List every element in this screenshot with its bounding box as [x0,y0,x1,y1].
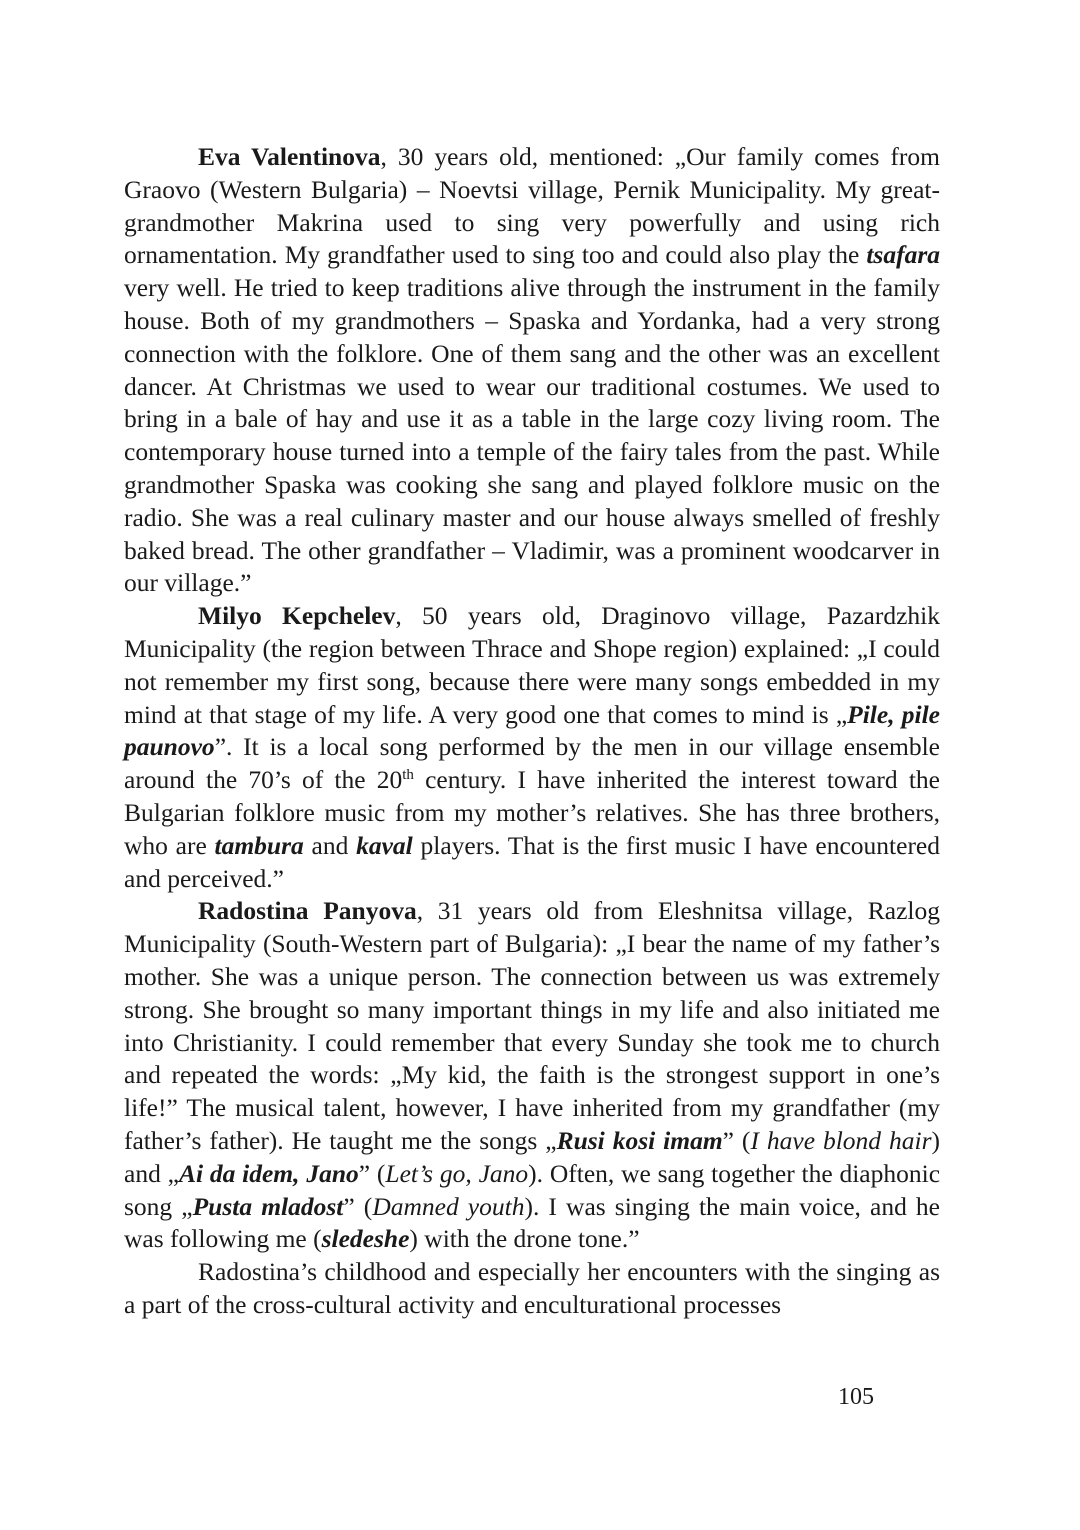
translation: I have blond hair [750,1125,932,1155]
text-run: ” ( [358,1158,386,1188]
translation: Damned youth [372,1191,525,1221]
text-run: ) and „ [124,1125,940,1188]
text-run: players. That is the first music I have encountered and perceived.” [124,830,941,893]
page-number: 105 [838,1384,874,1410]
para-eva-valentinova [124,141,940,600]
translation: Let’s go, Jano [385,1158,529,1188]
superscript: th [402,767,414,784]
speaker-name: Eva Valentinova [198,142,381,171]
text-run: century. I have inherited the interest toward the Bulgarian folklore music from my mother’s relatives. She has three brothers, who are [124,765,940,860]
emphasized-term: Rusi kosi imam [556,1125,723,1155]
page-body [124,141,940,1322]
text-run: , 30 years old, mentioned: „Our family comes from Graovo (Western Bulgaria) – Noevtsi village, Pernik Municipality. My great-grandmother Makrina used to sing very powerfully and using rich ornamentation. My grandfather used to sing too and could also play the [124,142,940,270]
text-run: ”. It is a local song performed by the men in our village ensemble around the 70’s of the 20 [124,732,940,795]
text-run: very well. He tried to keep traditions alive through the instrument in the family house. Both of my grandmothers – Spaska and Yordanka, had a very strong connection with the folklore. One of them sang and the other was an excellent dancer. At Christmas we used to wear our traditional costumes. We used to bring in a bale of hay and use it as a table in the large cozy living room. The contemporary house turned into a temple of the fairy tales from the past. While grandmother Spaska was cooking she sang and played folklore music on the radio. She was a real culinary master and our house always smelled of freshly baked bread. The other grandfather – Vladimir, was a prominent woodcarver in our village.” [124,273,940,598]
text-run: , 31 years old from Eleshnitsa village, Razlog Municipality (South-Western part of Bulgaria): „I bear the name of my father’s mother. She was a unique person. The connection between us was extremely strong. She brought so many important things in my life and also initiated me into Christianity. I could remember that every Sunday she took me to church and repeated the words: „My kid, the faith is the strongest support in one’s life!” The musical talent, however, I have inherited from my grandfather (my father’s father). He taught me the songs „ [124,896,940,1155]
emphasized-term: tambura [214,830,304,860]
emphasized-term: Ai da idem, Jano [178,1158,359,1188]
text-run: and [303,830,357,860]
speaker-name: Milyo Kepchelev [198,601,396,631]
text-run: ) with the drone tone.” [409,1224,640,1254]
speaker-name: Radostina Panyova [198,896,417,926]
para-radostina-childhood [124,1256,940,1322]
text-run: Radostina’s childhood and especially her encounters with the singing as a part of the cross-cultural activity and enculturational processes [124,1257,940,1319]
emphasized-term: Pusta mladost [192,1191,344,1221]
text-run: , 50 years old, Draginovo village, Pazardzhik Municipality (the region between Thrace and Shope region) explained: „I could not remember my first song, because there were many songs embedded in my mind at that stage of my life. A very good one that comes to mind is „ [124,601,940,729]
text-run: ). I was singing the main voice, and he was following me ( [124,1191,940,1254]
text-run: ” ( [343,1191,373,1221]
emphasized-term: tsafara [866,240,940,270]
emphasized-term: sledeshe [321,1224,410,1254]
emphasized-term: kaval [356,830,413,860]
para-milyo-kepchelev [124,600,940,895]
text-run: ” ( [722,1125,751,1155]
para-radostina-panyova [124,895,940,1256]
text-run: ). Often, we sang together the diaphonic song „ [124,1158,941,1221]
emphasized-term: Pile, pile paunovo [124,699,940,762]
